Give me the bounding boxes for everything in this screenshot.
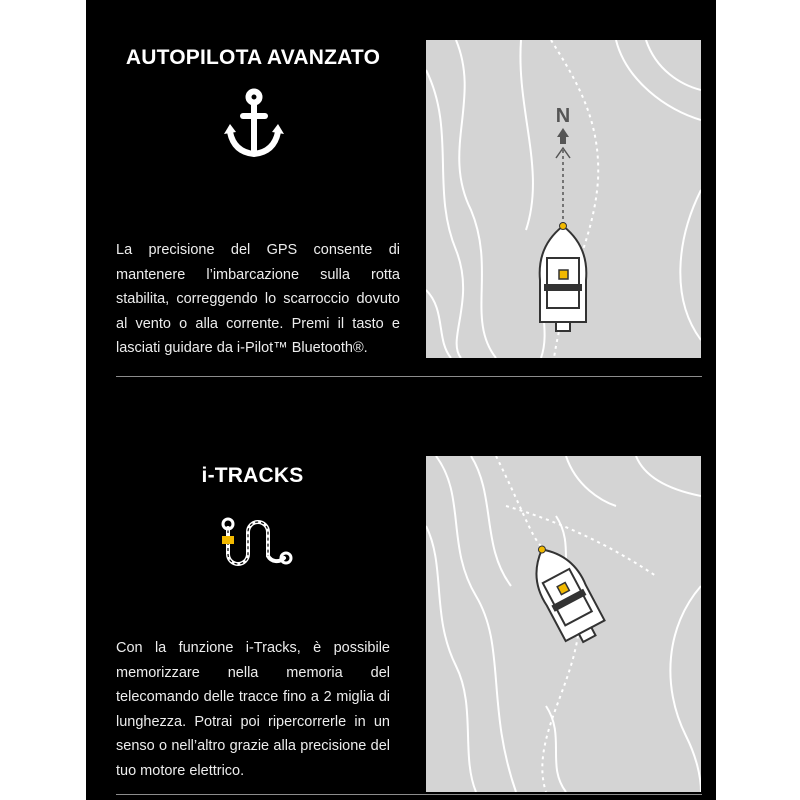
section2-title: i-TRACKS <box>201 464 304 487</box>
section1-title: AUTOPILOTA AVANZATO <box>125 46 381 69</box>
section2-description: Con la funzione i-Tracks, è possibile memorizzare nella memoria del telecomando delle tracce fino a 2 miglia di lunghezza. Potrai poi ripercorrerle in un senso o nell’altro grazie alla precisione del tuo motore elettrico. <box>116 640 390 779</box>
section-divider-bottom <box>116 794 702 795</box>
track-path-icon <box>218 516 294 578</box>
north-label: N <box>555 105 571 127</box>
boat-icon <box>521 536 610 649</box>
section1-description: La precisione del GPS consente di mantenere l’imbarcazione sulla rotta stabilita, correggendo lo scarroccio dovuto al vento o alla corrente. Premi il tasto e lasciati guidare da i-Pilot™ Bluetooth®. <box>116 242 400 356</box>
section-divider <box>116 376 702 377</box>
boat-icon <box>540 223 587 332</box>
autopilot-map <box>426 40 701 358</box>
anchor-icon <box>222 88 286 160</box>
north-arrow-icon <box>557 128 569 137</box>
itracks-map <box>426 456 701 792</box>
